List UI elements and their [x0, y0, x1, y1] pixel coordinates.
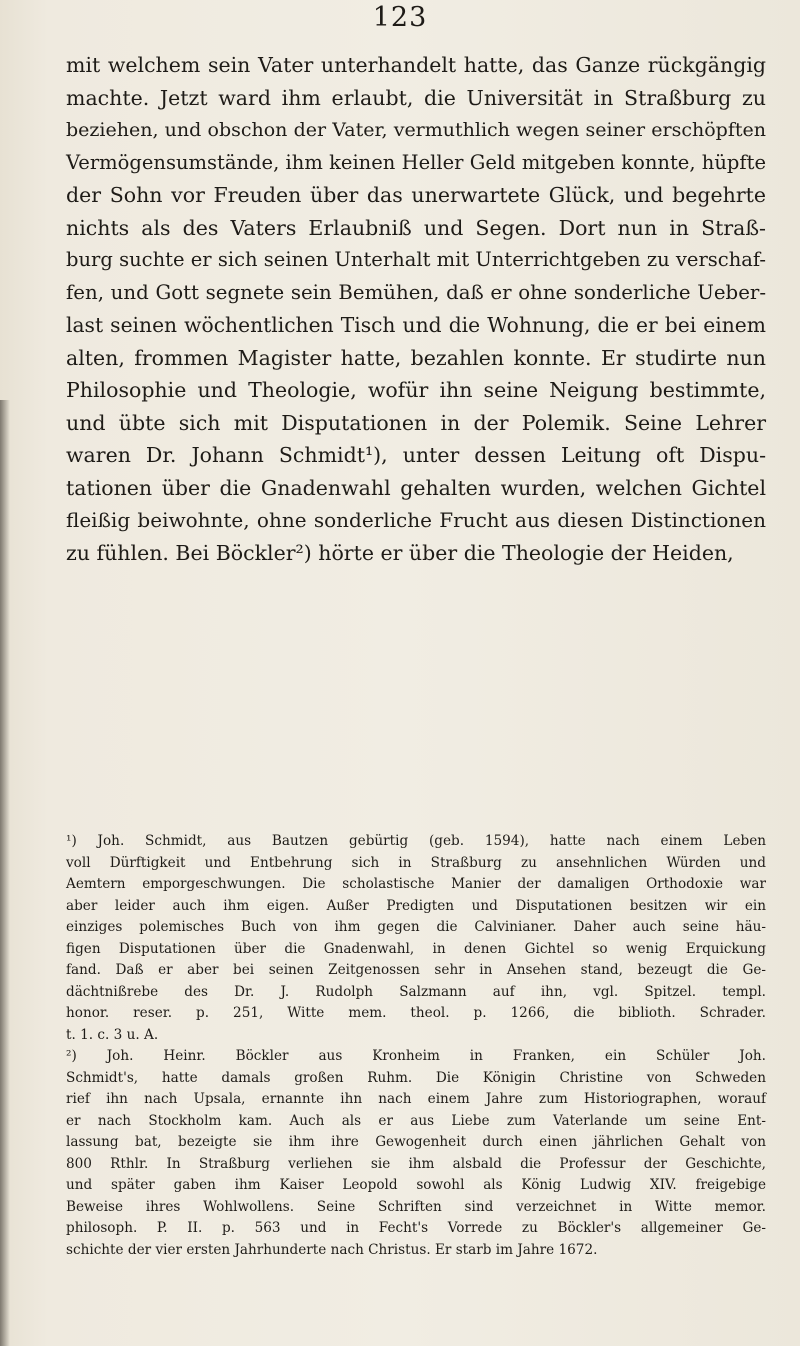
footnote-line: Beweise ihres Wohlwollens. Seine Schriften sind verzeichnet in Witte memor. [66, 1198, 766, 1215]
footnote-line: philosoph. P. II. p. 563 und in Fecht's Vorrede zu Böckler's allgemeiner Ge- [66, 1220, 766, 1236]
text-line: machte. Jetzt ward ihm erlaubt, die Universität in Straßburg zu [66, 85, 766, 110]
footnote-line: figen Disputationen über die Gnadenwahl, in denen Gichtel so wenig Erquickung [66, 940, 766, 957]
footnote-line: 800 Rthlr. In Straßburg verliehen sie ihm alsbald die Professur der Geschichte, [66, 1155, 766, 1172]
text-line: und übte sich mit Disputationen in der Polemik. Seine Lehrer [66, 410, 766, 435]
text-line: nichts als des Vaters Erlaubniß und Segen. Dort nun in Straß- [66, 215, 766, 240]
footnote-line: dächtnißrebe des Dr. J. Rudolph Salzmann auf ihn, vgl. Spitzel. templ. [66, 983, 766, 1000]
text-line: der Sohn vor Freuden über das unerwartete Glück, und begehrte [66, 183, 766, 207]
footnote-line: aber leider auch ihm eigen. Außer Predigten und Disputationen besitzen wir ein [66, 897, 766, 914]
text-line: waren Dr. Johann Schmidt¹), unter dessen Leitung oft Dispu- [66, 443, 766, 467]
text-line: Philosophie und Theologie, wofür ihn seine Neigung bestimmte, [66, 378, 766, 402]
main-text [66, 49, 766, 569]
page-number: 123 [372, 2, 428, 33]
text-line: zu fühlen. Bei Böckler²) hörte er über die Theologie der Heiden, [66, 540, 734, 565]
text-line: fen, und Gott segnete sein Bemühen, daß er ohne sonderliche Ueber- [66, 280, 766, 304]
footnote-line: er nach Stockholm kam. Auch als er aus Liebe zum Vaterlande um seine Ent- [66, 1112, 766, 1129]
footnote-line: und später gaben ihm Kaiser Leopold sowohl als König Ludwig XIV. freigebige [66, 1177, 766, 1193]
footnote-line: schichte der vier ersten Jahrhunderte nach Christus. Er starb im Jahre 1672. [66, 1241, 598, 1258]
text-line: Vermögensumstände, ihm keinen Heller Geld mitgeben konnte, hüpfte [66, 150, 766, 174]
footnote-line: lassung bat, bezeigte sie ihm ihre Gewogenheit durch einen jährlichen Gehalt von [66, 1134, 766, 1150]
footnote-line: einziges polemisches Buch von ihm gegen die Calvinianer. Daher auch seine häu- [66, 919, 766, 935]
text-line: alten, frommen Magister hatte, bezahlen konnte. Er studirte nun [66, 345, 766, 370]
footnote-line: honor. reser. p. 251, Witte mem. theol. p. 1266, die biblioth. Schrader. [66, 1005, 766, 1021]
footnote-line: ²) Joh. Heinr. Böckler aus Kronheim in Franken, ein Schüler Joh. [66, 1048, 766, 1064]
text-line: last seinen wöchentlichen Tisch und die Wohnung, die er bei einem [66, 313, 766, 337]
footnotes [66, 831, 766, 1261]
text-line: mit welchem sein Vater unterhandelt hatte, das Ganze rückgängig [66, 53, 766, 77]
footnote-line: voll Dürftigkeit und Entbehrung sich in Straßburg zu ansehnlichen Würden und [66, 854, 766, 871]
text-line: fleißig beiwohnte, ohne sonderliche Frucht aus diesen Distinctionen [66, 508, 766, 532]
footnote-line: ¹) Joh. Schmidt, aus Bautzen gebürtig (geb. 1594), hatte nach einem Leben [66, 833, 766, 849]
footnote-line: Aemtern emporgeschwungen. Die scholastische Manier der damaligen Orthodoxie war [66, 876, 766, 892]
footnote-line: t. 1. c. 3 u. A. [66, 1026, 159, 1043]
footnote-line: fand. Daß er aber bei seinen Zeitgenossen sehr in Ansehen stand, bezeugt die Ge- [66, 962, 766, 978]
page-edge-shadow [0, 400, 10, 1346]
text-line: tationen über die Gnadenwahl gehalten wurden, welchen Gichtel [66, 475, 766, 500]
text-line: beziehen, und obschon der Vater, vermuthlich wegen seiner erschöpften [66, 119, 766, 141]
text-line: burg suchte er sich seinen Unterhalt mit Unterrichtgeben zu verschaf- [66, 248, 766, 271]
footnote-line: rief ihn nach Upsala, ernannte ihn nach einem Jahre zum Historiographen, worauf [66, 1091, 766, 1107]
footnote-line: Schmidt's, hatte damals großen Ruhm. Die Königin Christine von Schweden [66, 1069, 766, 1086]
